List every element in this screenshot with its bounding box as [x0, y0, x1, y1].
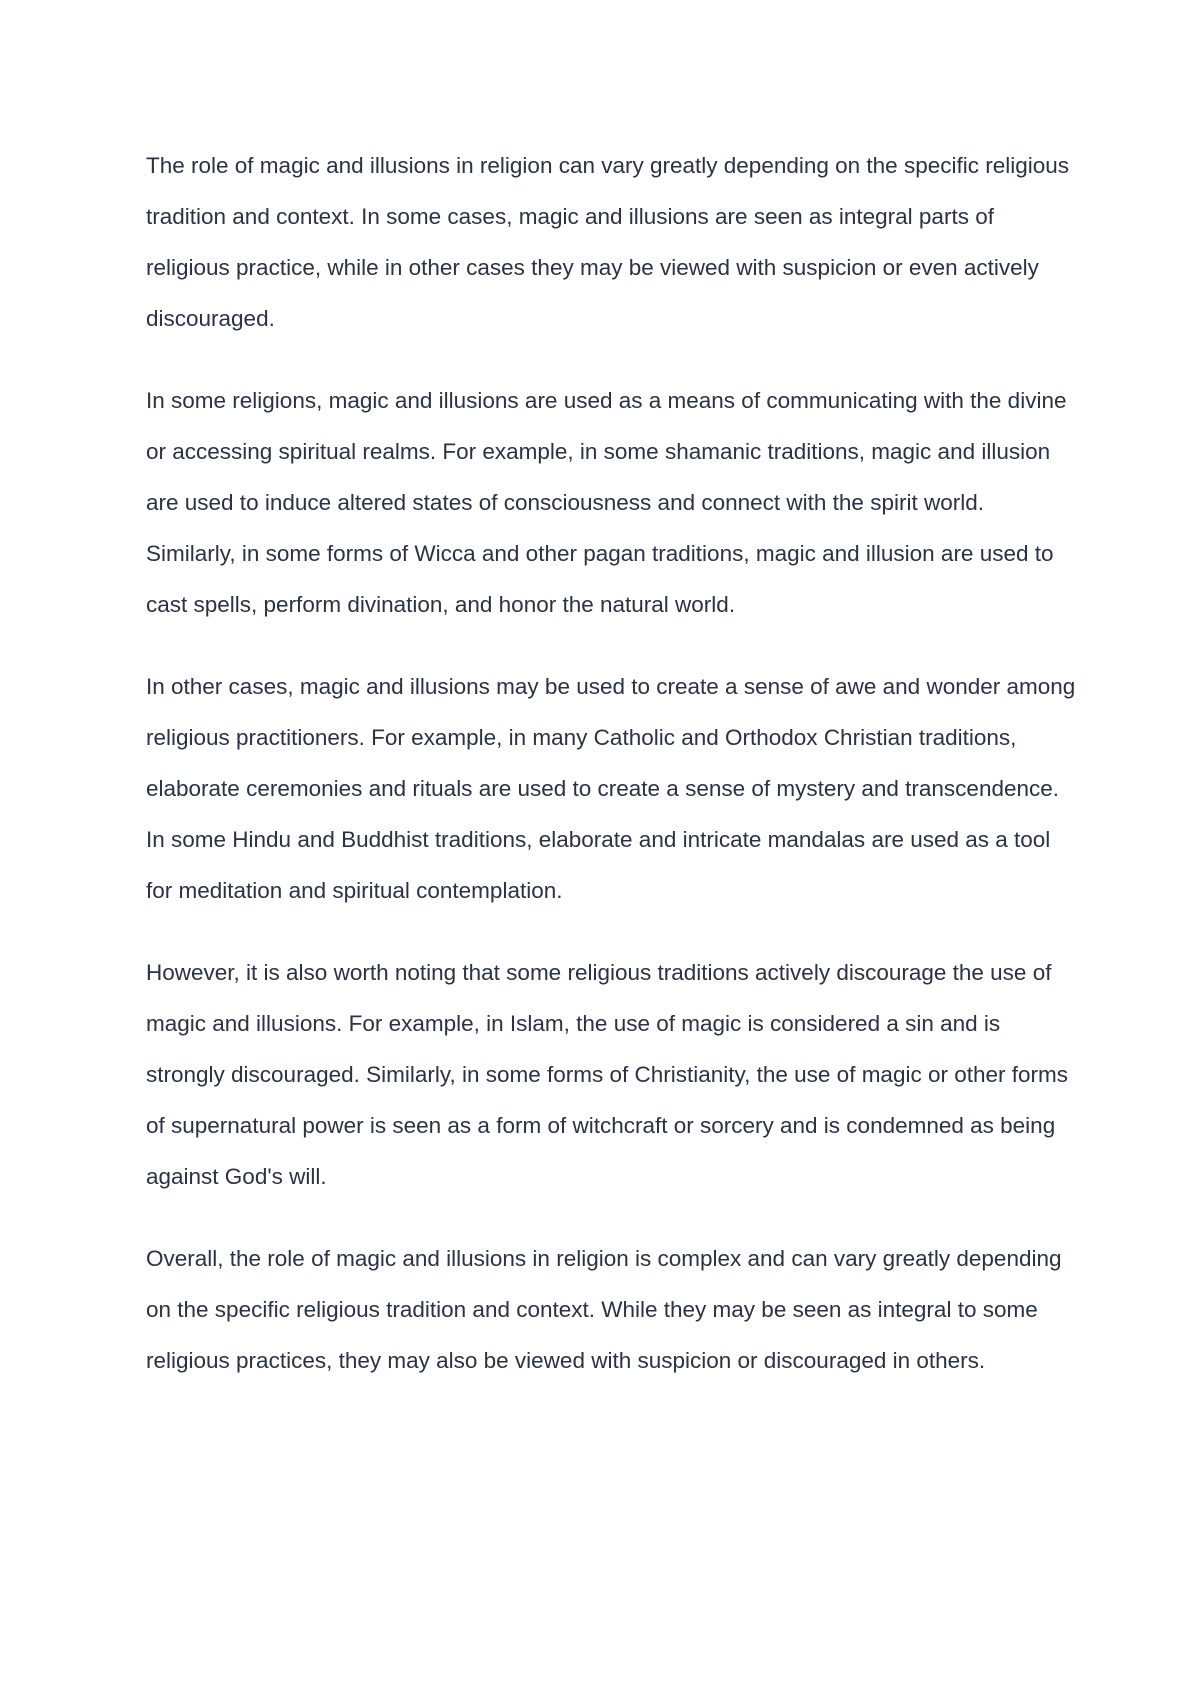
document-body — [146, 140, 1076, 1417]
paragraph-3: In other cases, magic and illusions may be used to create a sense of awe and wonder among religious practitioners. For example, in many Catholic and Orthodox Christian traditions, elaborate ceremonies and rituals are used to create a sense of mystery and transcendence. In some Hindu and Buddhist traditions, elaborate and intricate mandalas are used as a tool for meditation and spiritual contemplation. — [146, 674, 1076, 903]
paragraph-4: However, it is also worth noting that some religious traditions actively discourage the use of magic and illusions. For example, in Islam, the use of magic is considered a sin and is strongly discouraged. Similarly, in some forms of Christianity, the use of magic or other forms of supernatural power is seen as a form of witchcraft or sorcery and is condemned as being against God's will. — [146, 960, 1069, 1189]
paragraph-2: In some religions, magic and illusions are used as a means of communicating with the divine or accessing spiritual realms. For example, in some shamanic traditions, magic and illusion are used to induce altered states of consciousness and connect with the spirit world. Similarly, in some forms of Wicca and other pagan traditions, magic and illusion are used to cast spells, perform divination, and honor the natural world. — [146, 388, 1067, 617]
paragraph-1: The role of magic and illusions in religion can vary greatly depending on the specific religious tradition and context. In some cases, magic and illusions are seen as integral parts of religious practice, while in other cases they may be viewed with suspicion or even actively discouraged. — [146, 153, 1070, 331]
paragraph-5: Overall, the role of magic and illusions in religion is complex and can vary greatly depending on the specific religious tradition and context. While they may be seen as integral to some religious practices, they may also be viewed with suspicion or discouraged in others. — [146, 1246, 1062, 1373]
